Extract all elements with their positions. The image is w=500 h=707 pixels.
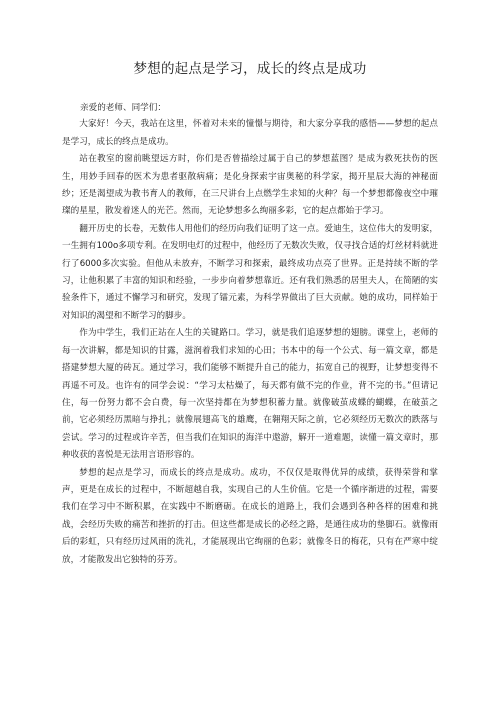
paragraph-history: 翻开历史的长卷，无数伟人用他们的经历向我们证明了这一点。爱迪生，这位伟大的发明家，一生拥有100o多项专利。在发明电灯的过程中，他经历了无数次失败，仅寻找合适的灯丝材料就进行了6000多次实验。但他从未放弃，不断学习和探索，最终成功点亮了世界。正是持续不断的学习，让他积累了丰富的知识和经验，一步步向着梦想靠近。还有我们熟悉的居里夫人，在简陋的实验条件下，通过不懈学习和研究，发现了镭元素，为科学界做出了巨大贡献。她的成功，同样始于对知识的渴望和不断学习的脚步。 bbox=[62, 223, 438, 321]
paragraph-greeting: 大家好！今天，我站在这里，怀着对未来的憧憬与期待，和大家分享我的感悟——梦想的起点是学习，成长的终点是成功。 bbox=[62, 119, 438, 147]
paragraph-success: 梦想的起点是学习，而成长的终点是成功。成功，不仅仅是取得优异的成绩，获得荣誉和掌声，更是在成长的过程中，不断超越自我，实现自己的人生价值。它是一个循序渐进的过程，需要我们在学习中不断积累，在实践中不断磨砺。在成长的道路上，我们会遇到各种各样的困难和挑战，会经历失败的痛苦和挫折的打击。但这些都是成长的必经之路，是通往成功的垫脚石。就像雨后的彩虹，只有经历过风雨的洗礼，才能展现出它绚丽的色彩；就像冬日的梅花，只有在严寒中绽放，才能散发出它独特的芬芳。 bbox=[62, 467, 438, 565]
paragraph-students: 作为中学生，我们正站在人生的关键路口。学习，就是我们追逐梦想的翅膀。课堂上，老师的每一次讲解，都是知识的甘露，滋润着我们求知的心田；书本中的每一个公式、每一篇文章，都是搭建梦想大厦的砖瓦。通过学习，我们能够不断提升自己的能力，拓宽自己的视野，让梦想变得不再遥不可及。也许有的同学会说：“学习太枯燥了，每天都有做不完的作业，背不完的书。”但请记住，每一份努力都不会白费，每一次坚持都在为梦想积蓄力量。就像破茧成蝶的蝴蝶，在破茧之前，它必须经历黑暗与挣扎；就像展翅高飞的雄鹰，在翱翔天际之前，它必须经历无数次的跌落与尝试。学习的过程或许辛苦，但当我们在知识的海洋中遨游，解开一道难题，读懂一篇文章时，那种收获的喜悦是无法用言语形容的。 bbox=[62, 328, 438, 461]
paragraph-dreams: 站在教室的窗前眺望远方时，你们是否曾描绘过属于自己的梦想蓝图？是成为救死扶伤的医生，用妙手回春的医术为患者驱散病痛；是化身探索宇宙奥秘的科学家，揭开星辰大海的神秘面纱；还是渴望成为教书育人的教师，在三尺讲台上点燃学生求知的火种？每一个梦想都像夜空中璀璨的星星，散发着迷人的光芒。然而，无论梦想多么绚丽多彩，它的起点都始于学习。 bbox=[62, 154, 438, 217]
document-title: 梦想的起点是学习，成长的终点是成功 bbox=[133, 61, 367, 77]
salutation: 亲爱的老师、同学们： bbox=[80, 103, 166, 113]
